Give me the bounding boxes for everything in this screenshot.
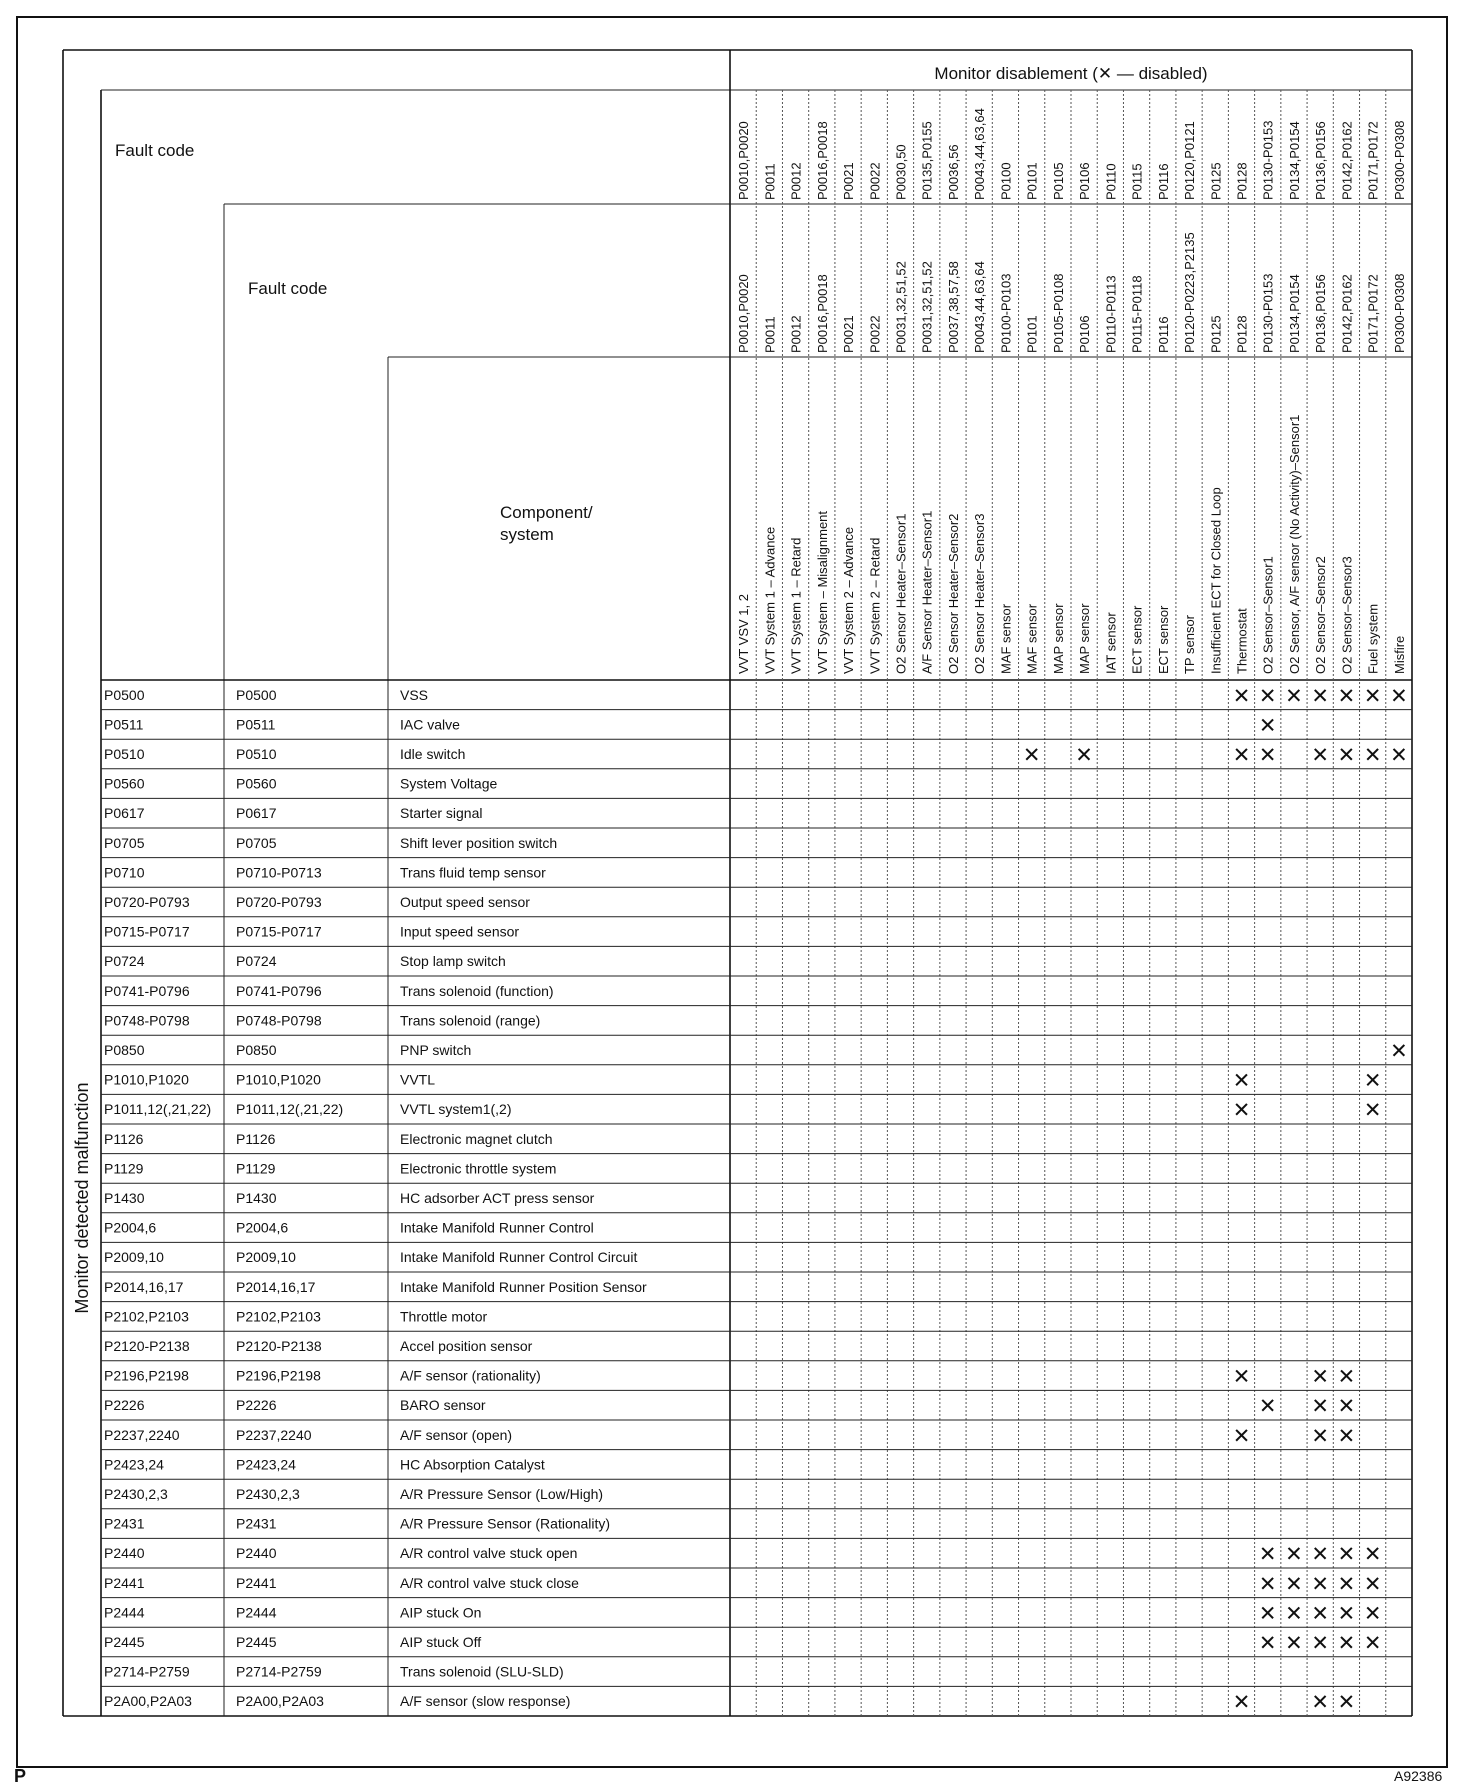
column-system: MAF sensor: [998, 603, 1014, 674]
disabled-mark: ✕: [1390, 1040, 1408, 1063]
column-code: P0011: [762, 163, 778, 200]
column-system: IAT sensor: [1103, 612, 1119, 674]
row-component: Input speed sensor: [400, 923, 520, 940]
disabled-mark: ✕: [1337, 1543, 1356, 1567]
row-component: Trans solenoid (SLU-SLD): [400, 1663, 564, 1680]
column-code: P0116: [1155, 163, 1171, 200]
disabled-mark: ✕: [1258, 1543, 1277, 1567]
row-fault-code: P2445: [104, 1634, 145, 1650]
row-fault-code-detail: P2440: [236, 1545, 277, 1562]
column-codes: P0105-P0108: [1050, 273, 1066, 353]
disabled-mark: ✕: [1258, 684, 1277, 708]
row-fault-code-detail: P2431: [236, 1515, 277, 1532]
row-fault-code-detail: P1129: [236, 1160, 276, 1177]
row-fault-code: P2444: [104, 1604, 145, 1621]
row-fault-code-detail: P2009,10: [236, 1249, 296, 1266]
row-fault-code: P0705: [104, 834, 145, 851]
column-code: P0105: [1050, 162, 1066, 200]
column-codes: P0142,P0162: [1339, 274, 1355, 353]
column-codes: P0011: [762, 316, 778, 353]
disabled-mark: ✕: [1337, 1632, 1356, 1655]
row-fault-code: P0560: [104, 775, 145, 792]
column-code: P0171,P0172: [1365, 121, 1381, 200]
disabled-mark: ✕: [1390, 744, 1408, 767]
disabled-mark: ✕: [1311, 1365, 1329, 1389]
row-component: A/R control valve stuck close: [400, 1574, 579, 1591]
disabled-mark: ✕: [1363, 1572, 1382, 1596]
column-codes: P0037,38,57,58: [945, 261, 961, 353]
column-codes: P0016,P0018: [814, 274, 830, 353]
corner-system-label: system: [500, 525, 554, 544]
column-codes: P0120-P0223,P2135: [1182, 232, 1198, 353]
column-code: P0130-P0153: [1260, 120, 1276, 200]
disabled-mark: ✕: [1363, 1069, 1382, 1093]
column-code: P0300-P0308: [1391, 120, 1407, 200]
column-code: P0022: [867, 162, 883, 200]
column-code: P0100: [998, 162, 1014, 200]
row-component: IAC valve: [400, 716, 460, 733]
column-codes: P0012: [788, 315, 804, 353]
column-system: O2 Sensor–Sensor3: [1339, 556, 1355, 674]
column-system: O2 Sensor–Sensor1: [1260, 556, 1276, 674]
column-system: O2 Sensor Heater–Sensor2: [945, 513, 961, 674]
row-component: Intake Manifold Runner Position Sensor: [400, 1278, 647, 1295]
row-component: Intake Manifold Runner Control Circuit: [400, 1249, 638, 1266]
disabled-mark: ✕: [1311, 1395, 1329, 1419]
row-fault-code-detail: P2430,2,3: [236, 1486, 300, 1502]
column-code: P0134,P0154: [1286, 121, 1302, 200]
column-code: P0106: [1077, 162, 1093, 200]
column-system: O2 Sensor–Sensor2: [1313, 556, 1329, 674]
row-fault-code: P2004,6: [104, 1219, 157, 1236]
row-fault-code: P2226: [104, 1397, 145, 1414]
row-component: A/F sensor (rationality): [400, 1367, 541, 1384]
disabled-mark: ✕: [1311, 1691, 1329, 1715]
column-system: Insufficient ECT for Closed Loop: [1208, 487, 1224, 674]
column-code: P0110: [1103, 163, 1119, 200]
disabled-mark: ✕: [1232, 1691, 1251, 1715]
row-component: Shift lever position switch: [400, 834, 558, 851]
disabled-mark: ✕: [1258, 1602, 1277, 1626]
disabled-mark: ✕: [1363, 1632, 1382, 1655]
column-codes: P0021: [841, 315, 857, 353]
column-system: VVT System – Misalignment: [814, 510, 830, 674]
disabled-mark: ✕: [1311, 684, 1329, 708]
row-fault-code: P2120-P2138: [104, 1338, 190, 1354]
row-fault-code: P0617: [104, 805, 145, 822]
row-fault-code: P1010,P1020: [104, 1071, 189, 1088]
row-component: VSS: [400, 686, 429, 703]
row-component: A/R Pressure Sensor (Rationality): [400, 1515, 611, 1532]
column-code: P0115: [1129, 163, 1145, 200]
row-fault-code-detail: P2441: [236, 1574, 277, 1591]
disabled-mark: ✕: [1258, 1572, 1277, 1596]
corner-component-label: Component/: [500, 503, 593, 522]
row-component: Accel position sensor: [400, 1338, 533, 1354]
row-component: HC adsorber ACT press sensor: [400, 1190, 595, 1206]
column-codes: P0136,P0156: [1313, 274, 1329, 353]
column-codes: P0031,32,51,52: [919, 261, 935, 353]
column-codes: P0106: [1077, 315, 1093, 353]
disabled-mark: ✕: [1337, 684, 1356, 708]
row-component: Trans fluid temp sensor: [400, 864, 546, 881]
column-system: O2 Sensor Heater–Sensor1: [893, 513, 909, 674]
column-code: P0036,56: [945, 144, 961, 200]
column-codes: P0128: [1234, 315, 1250, 353]
column-codes: P0101: [1024, 315, 1040, 353]
column-system: MAF sensor: [1024, 603, 1040, 674]
column-codes: P0100-P0103: [998, 273, 1014, 353]
row-fault-code: P2441: [104, 1574, 145, 1591]
row-fault-code: P2714-P2759: [104, 1663, 190, 1680]
header-title: Monitor disablement (✕ — disabled): [934, 64, 1208, 83]
row-fault-code-detail: P0617: [236, 805, 277, 822]
disabled-mark: ✕: [1285, 1632, 1303, 1655]
row-fault-code-detail: P2714-P2759: [236, 1663, 322, 1680]
row-fault-code-detail: P2196,P2198: [236, 1367, 321, 1384]
row-fault-code-detail: P0705: [236, 834, 277, 851]
row-component: Electronic throttle system: [400, 1160, 557, 1177]
row-fault-code: P0720-P0793: [104, 894, 190, 910]
row-fault-code: P0511: [104, 716, 144, 733]
column-codes: P0116: [1155, 316, 1171, 353]
disabled-mark: ✕: [1311, 1632, 1329, 1655]
disabled-mark: ✕: [1232, 1365, 1251, 1389]
row-component: A/F sensor (slow response): [400, 1693, 571, 1710]
column-code: P0142,P0162: [1339, 121, 1355, 200]
column-system: ECT sensor: [1129, 605, 1145, 674]
row-component: A/F sensor (open): [400, 1426, 513, 1443]
disabled-mark: ✕: [1311, 1602, 1329, 1626]
row-component: HC Absorption Catalyst: [400, 1456, 545, 1473]
row-fault-code-detail: P0748-P0798: [236, 1012, 322, 1029]
column-code: P0030,50: [893, 144, 909, 200]
disabled-mark: ✕: [1311, 1424, 1329, 1448]
row-fault-code: P0715-P0717: [104, 923, 190, 940]
column-code: P0136,P0156: [1313, 121, 1329, 200]
column-codes: P0115-P0118: [1129, 275, 1145, 353]
row-fault-code-detail: P1011,12(,21,22): [236, 1101, 344, 1118]
row-fault-code-detail: P2004,6: [236, 1219, 289, 1236]
row-fault-code-detail: P0710-P0713: [236, 864, 322, 881]
disabled-mark: ✕: [1311, 744, 1329, 767]
disabled-mark: ✕: [1311, 1543, 1329, 1567]
disabled-mark: ✕: [1363, 684, 1382, 708]
row-fault-code-detail: P1010,P1020: [236, 1071, 321, 1088]
column-code: P0120,P0121: [1182, 121, 1198, 200]
disabled-mark: ✕: [1337, 1395, 1356, 1419]
column-code: P0125: [1208, 162, 1224, 200]
column-system: Fuel system: [1365, 603, 1381, 674]
row-fault-code-detail: P2A00,P2A03: [236, 1693, 324, 1710]
disabled-mark: ✕: [1285, 684, 1303, 708]
row-fault-code-detail: P0741-P0796: [236, 982, 322, 999]
row-fault-code: P2237,2240: [104, 1426, 180, 1443]
column-codes: P0043,44,63,64: [972, 261, 988, 353]
column-code: P0021: [841, 162, 857, 200]
row-fault-code: P0710: [104, 864, 145, 881]
disabled-mark: ✕: [1363, 1099, 1382, 1123]
row-fault-code: P2440: [104, 1545, 145, 1562]
row-fault-code: P2A00,P2A03: [104, 1693, 192, 1710]
column-code: P0010,P0020: [736, 121, 752, 200]
disabled-mark: ✕: [1285, 1572, 1303, 1596]
disabled-mark: ✕: [1022, 744, 1041, 767]
figure-id: A92386: [1394, 1768, 1443, 1784]
disabled-mark: ✕: [1337, 1365, 1356, 1389]
column-codes: P0125: [1208, 315, 1224, 353]
disabled-mark: ✕: [1258, 1395, 1277, 1419]
disabled-mark: ✕: [1363, 744, 1382, 767]
column-code: P0016,P0018: [814, 121, 830, 200]
row-component: VVTL: [400, 1071, 436, 1088]
row-fault-code-detail: P0715-P0717: [236, 923, 322, 940]
column-system: VVT System 1 – Advance: [762, 526, 778, 674]
disabled-mark: ✕: [1075, 744, 1093, 767]
disabled-mark: ✕: [1232, 1424, 1251, 1448]
row-component: Stop lamp switch: [400, 953, 506, 970]
column-system: O2 Sensor, A/F sensor (No Activity)–Sensor1: [1286, 414, 1302, 674]
row-fault-code-detail: P0850: [236, 1042, 277, 1058]
disabled-mark: ✕: [1337, 1691, 1356, 1715]
column-system: VVT System 2 – Advance: [841, 526, 857, 674]
row-fault-code-detail: P0720-P0793: [236, 894, 322, 910]
row-fault-code: P1011,12(,21,22): [104, 1101, 212, 1118]
column-system: A/F Sensor Heater–Sensor1: [919, 510, 935, 674]
column-codes: P0010,P0020: [736, 274, 752, 353]
column-system: Misfire: [1391, 635, 1407, 674]
row-fault-code: P2196,P2198: [104, 1367, 189, 1384]
column-system: TP sensor: [1182, 614, 1198, 674]
disabled-mark: ✕: [1232, 1099, 1251, 1123]
row-fault-code: P2423,24: [104, 1456, 164, 1473]
row-fault-code-detail: P2445: [236, 1634, 277, 1650]
row-fault-code: P0724: [104, 953, 145, 970]
row-component: Idle switch: [400, 746, 466, 762]
row-fault-code-detail: P0511: [236, 716, 276, 733]
row-component: PNP switch: [400, 1042, 472, 1058]
row-fault-code: P0741-P0796: [104, 982, 190, 999]
column-codes: P0130-P0153: [1260, 273, 1276, 353]
disabled-mark: ✕: [1363, 1543, 1382, 1567]
row-fault-code-detail: P1126: [236, 1130, 276, 1147]
disabled-mark: ✕: [1258, 1632, 1277, 1655]
row-component: Electronic magnet clutch: [400, 1130, 553, 1147]
row-fault-code: P1129: [104, 1160, 144, 1177]
row-component: Output speed sensor: [400, 894, 530, 910]
column-code: P0043,44,63,64: [972, 108, 988, 200]
row-fault-code-detail: P2444: [236, 1604, 277, 1621]
row-component: AIP stuck On: [400, 1604, 482, 1621]
disabled-mark: ✕: [1390, 684, 1408, 708]
row-component: Starter signal: [400, 805, 483, 822]
disabled-mark: ✕: [1285, 1602, 1303, 1626]
row-fault-code: P0510: [104, 746, 145, 762]
row-fault-code-detail: P2014,16,17: [236, 1278, 316, 1295]
column-code: P0128: [1234, 162, 1250, 200]
row-fault-code: P2014,16,17: [104, 1278, 184, 1295]
column-system: O2 Sensor Heater–Sensor3: [972, 513, 988, 674]
column-system: MAP sensor: [1077, 603, 1093, 674]
row-fault-code: P0748-P0798: [104, 1012, 190, 1029]
column-codes: P0031,32,51,52: [893, 261, 909, 353]
column-system: VVT System 2 – Retard: [867, 537, 883, 674]
disabled-mark: ✕: [1363, 1602, 1382, 1626]
corner-fault-code-mid: Fault code: [248, 279, 328, 298]
column-code: P0101: [1024, 162, 1040, 200]
row-component: VVTL system1(,2): [400, 1101, 512, 1118]
disabled-mark: ✕: [1337, 1424, 1356, 1448]
disabled-mark: ✕: [1232, 744, 1251, 767]
row-fault-code-detail: P0510: [236, 746, 277, 762]
column-code: P0012: [788, 162, 804, 200]
row-fault-code: P0850: [104, 1042, 145, 1058]
disabled-mark: ✕: [1258, 744, 1277, 767]
disabled-mark: ✕: [1258, 714, 1277, 738]
row-fault-code-detail: P2120-P2138: [236, 1338, 322, 1354]
row-fault-code: P2102,P2103: [104, 1308, 189, 1325]
corner-fault-code-top: Fault code: [115, 141, 195, 160]
row-fault-code: P2430,2,3: [104, 1486, 168, 1502]
disabled-mark: ✕: [1337, 1602, 1356, 1626]
column-codes: P0300-P0308: [1391, 273, 1407, 353]
row-component: Trans solenoid (function): [400, 982, 554, 999]
row-fault-code: P1126: [104, 1130, 144, 1147]
row-fault-code-detail: P2237,2240: [236, 1426, 312, 1443]
row-component: A/R control valve stuck open: [400, 1545, 578, 1562]
row-component: Throttle motor: [400, 1308, 488, 1325]
row-component: BARO sensor: [400, 1397, 486, 1414]
column-codes: P0134,P0154: [1286, 274, 1302, 353]
disabled-mark: ✕: [1337, 1572, 1356, 1596]
row-fault-code-detail: P2102,P2103: [236, 1308, 321, 1325]
row-fault-code: P1430: [104, 1190, 145, 1206]
disabled-mark: ✕: [1337, 744, 1356, 767]
disabled-mark: ✕: [1285, 1543, 1303, 1567]
column-system: VVT System 1 – Retard: [788, 537, 804, 674]
column-code: P0135,P0155: [919, 121, 935, 200]
column-codes: P0171,P0172: [1365, 274, 1381, 353]
column-system: MAP sensor: [1050, 603, 1066, 674]
row-component: A/R Pressure Sensor (Low/High): [400, 1486, 604, 1502]
row-fault-code-detail: P2226: [236, 1397, 277, 1414]
column-system: Thermostat: [1234, 608, 1250, 674]
row-fault-code-detail: P0500: [236, 686, 277, 703]
disabled-mark: ✕: [1232, 684, 1251, 708]
column-codes: P0110-P0113: [1103, 275, 1119, 353]
row-fault-code: P2009,10: [104, 1249, 164, 1266]
page-letter: P: [14, 1766, 27, 1786]
disabled-mark: ✕: [1311, 1572, 1329, 1596]
row-component: AIP stuck Off: [400, 1634, 482, 1650]
column-codes: P0022: [867, 315, 883, 353]
column-system: VVT VSV 1, 2: [736, 594, 752, 674]
row-fault-code: P0500: [104, 686, 145, 703]
row-fault-code: P2431: [104, 1515, 145, 1532]
row-component: Trans solenoid (range): [400, 1012, 541, 1029]
row-fault-code-detail: P0724: [236, 953, 277, 970]
row-component: System Voltage: [400, 775, 498, 792]
disabled-mark: ✕: [1232, 1069, 1251, 1093]
row-component: Intake Manifold Runner Control: [400, 1219, 594, 1236]
row-fault-code-detail: P2423,24: [236, 1456, 296, 1473]
side-label: Monitor detected malfunction: [72, 1082, 92, 1314]
column-system: ECT sensor: [1155, 605, 1171, 674]
row-fault-code-detail: P0560: [236, 775, 277, 792]
row-fault-code-detail: P1430: [236, 1190, 277, 1206]
